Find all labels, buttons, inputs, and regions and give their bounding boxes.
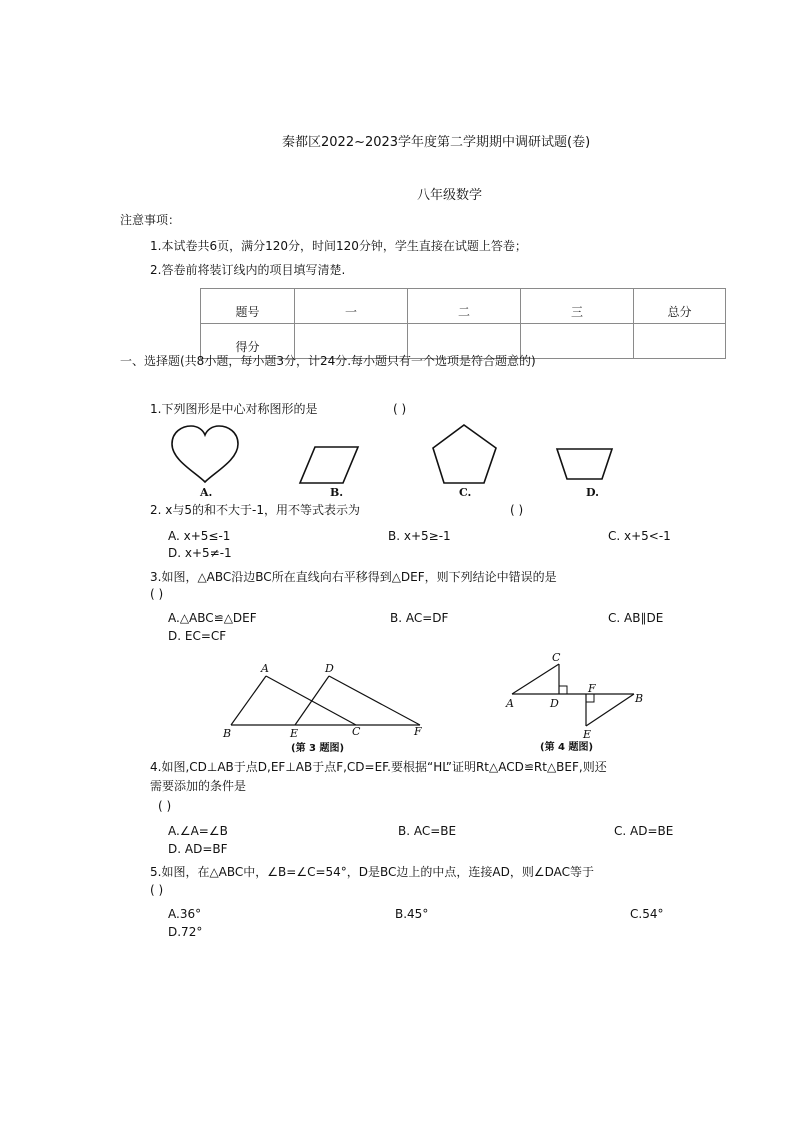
q5-answer-blank[interactable]: ( ) xyxy=(150,883,164,897)
score-header-cell: 三 xyxy=(521,289,634,324)
q1-option-d-label[interactable]: D. xyxy=(586,486,599,499)
score-header-cell: 二 xyxy=(408,289,521,324)
q5-stem: 5.如图，在△ABC中，∠B=∠C=54°，D是BC边上的中点，连接AD，则∠DAC等于 xyxy=(150,865,595,879)
q1-option-c-label[interactable]: C. xyxy=(459,486,472,499)
section-title: 一、选择题(共8小题，每小题3分，计24分.每小题只有一个选项是符合题意的) xyxy=(120,354,536,368)
q1-option-a-label[interactable]: A. xyxy=(200,486,213,499)
q4-figure-caption: (第 4 题图) xyxy=(540,742,594,753)
q3-point-d: D xyxy=(325,662,334,675)
q2-option-b[interactable]: B. x+5≥-1 xyxy=(388,529,451,543)
q4-figure xyxy=(500,650,660,755)
q3-figure xyxy=(215,658,430,756)
exam-title: 秦都区2022~2023学年度第二学期期中调研试题(卷) xyxy=(282,135,591,150)
trapezoid-shape xyxy=(557,449,612,479)
q3-point-f: F xyxy=(414,725,422,738)
q5-option-c[interactable]: C.54° xyxy=(630,907,664,921)
q3-option-d[interactable]: D. EC=CF xyxy=(168,629,227,643)
score-cell[interactable] xyxy=(521,324,634,359)
score-cell[interactable] xyxy=(634,324,726,359)
exam-subtitle: 八年级数学 xyxy=(417,188,483,203)
score-header-cell: 一 xyxy=(295,289,408,324)
q4-answer-blank[interactable]: ( ) xyxy=(158,799,172,813)
score-row-label: 得分 xyxy=(201,324,295,359)
q3-answer-blank[interactable]: ( ) xyxy=(150,587,164,601)
q1-answer-blank[interactable]: ( ) xyxy=(393,402,407,416)
q5-option-b[interactable]: B.45° xyxy=(395,907,429,921)
q2-stem: 2. x与5的和不大于-1，用不等式表示为 xyxy=(150,503,360,517)
score-header-cell: 总分 xyxy=(634,289,726,324)
q1-shapes xyxy=(160,422,700,488)
q3-point-e: E xyxy=(290,727,299,740)
q1-stem: 1.下列图形是中心对称图形的是 xyxy=(150,402,318,416)
score-header-cell: 题号 xyxy=(201,289,295,324)
q2-option-d[interactable]: D. x+5≠-1 xyxy=(168,546,232,560)
q4-point-c: C xyxy=(552,651,561,664)
q4-point-d: D xyxy=(550,697,559,710)
q4-option-a[interactable]: A.∠A=∠B xyxy=(168,824,228,838)
q1-option-b-label[interactable]: B. xyxy=(330,486,344,499)
q3-stem: 3.如图，△ABC沿边BC所在直线向右平移得到△DEF，则下列结论中错误的是 xyxy=(150,570,557,584)
q3-point-c: C xyxy=(352,725,361,738)
q2-answer-blank[interactable]: ( ) xyxy=(510,503,524,517)
q4-option-d[interactable]: D. AD=BF xyxy=(168,842,228,856)
q5-option-d[interactable]: D.72° xyxy=(168,925,203,939)
q5-option-a[interactable]: A.36° xyxy=(168,907,202,921)
q4-option-b[interactable]: B. AC=BE xyxy=(398,824,457,838)
q3-option-c[interactable]: C. AB∥DE xyxy=(608,611,664,625)
notes-heading: 注意事项： xyxy=(120,213,181,227)
q3-point-a: A xyxy=(261,662,269,675)
note-item-1: 1.本试卷共6页，满分120分，时间120分钟，学生直接在试题上答卷； xyxy=(150,239,527,253)
q2-option-a[interactable]: A. x+5≤-1 xyxy=(168,529,231,543)
note-item-2: 2.答卷前将装订线内的项目填写清楚. xyxy=(150,263,346,277)
q4-point-b: B xyxy=(635,692,644,705)
q3-point-b: B xyxy=(223,727,232,740)
q4-point-a: A xyxy=(506,697,514,710)
q4-option-c[interactable]: C. AD=BE xyxy=(614,824,674,838)
q4-point-e: E xyxy=(583,728,592,741)
parallelogram-shape xyxy=(300,447,358,483)
score-table xyxy=(200,288,726,359)
q3-figure-caption: (第 3 题图) xyxy=(291,743,345,754)
heart-shape xyxy=(172,426,238,482)
q4-stem-line2: 需要添加的条件是 xyxy=(150,779,247,793)
q4-stem-line1: 4.如图,CD⊥AB于点D,EF⊥AB于点F,CD=EF.要根据“HL”证明Rt△ACD≌Rt△BEF,则还 xyxy=(150,760,607,774)
q3-option-b[interactable]: B. AC=DF xyxy=(390,611,449,625)
q3-option-a[interactable]: A.△ABC≌△DEF xyxy=(168,611,257,625)
q2-option-c[interactable]: C. x+5<-1 xyxy=(608,529,671,543)
q4-point-f: F xyxy=(588,682,596,695)
pentagon-shape xyxy=(433,425,496,483)
